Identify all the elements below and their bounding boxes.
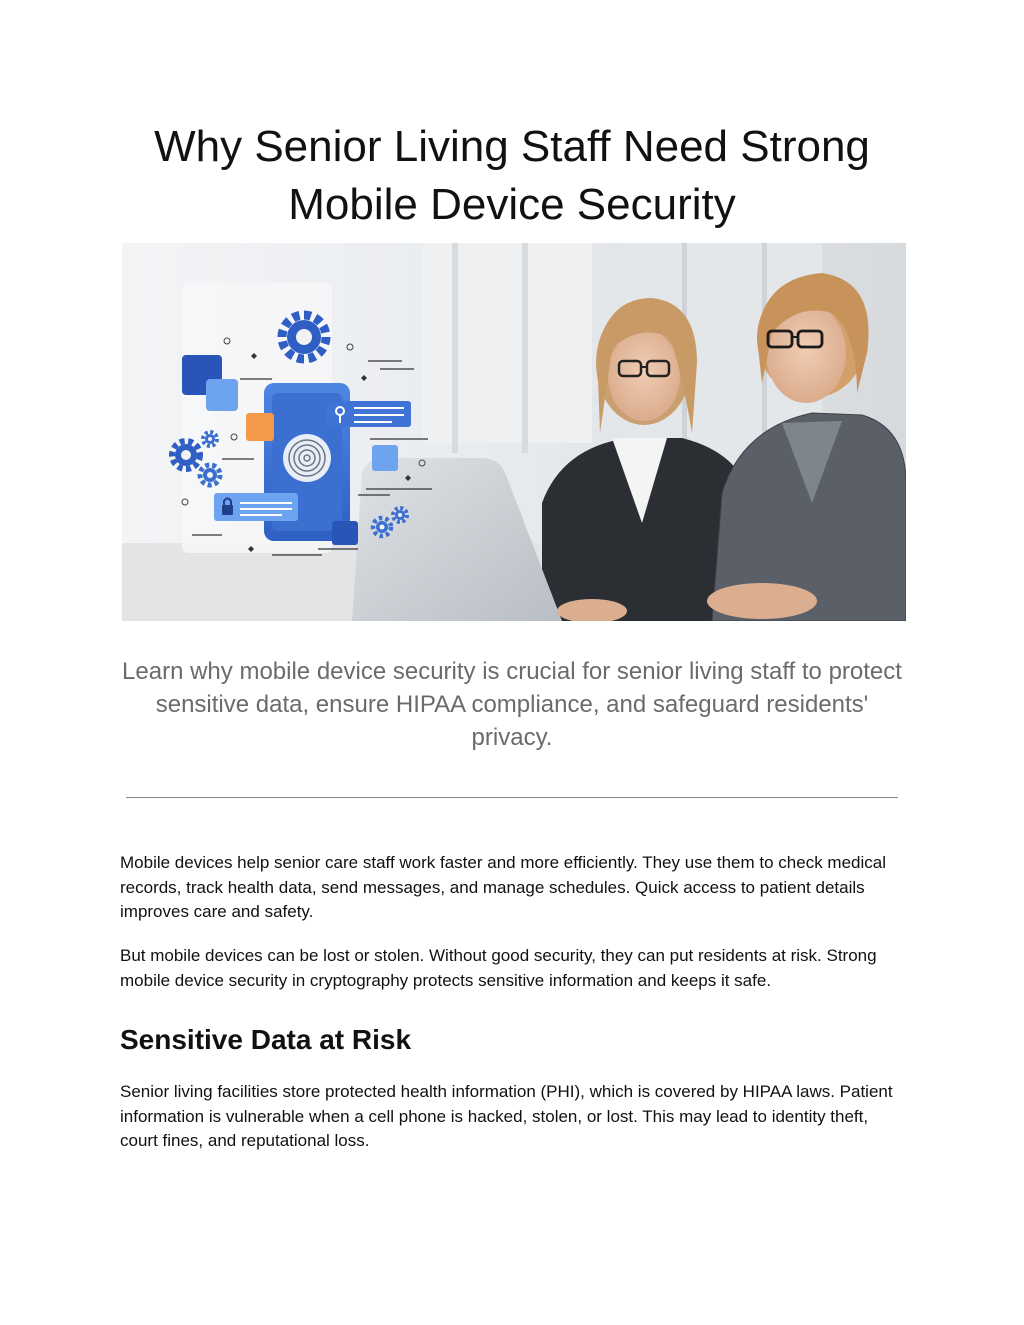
section-paragraph: Senior living facilities store protected health information (PHI), which is covered by HIPAA laws. Patient information is vulnerable when a cell phone is hacked, stolen, or lost. This may lead to identity theft, court fines, and reputational loss. xyxy=(120,1082,893,1150)
key-icon xyxy=(327,401,411,427)
body-paragraph: But mobile devices can be lost or stolen. Without good security, they can put residents at risk. Strong mobile device security in cryptography protects sensitive information and keeps it safe. xyxy=(120,946,877,990)
dark-blue-square-small xyxy=(332,521,358,545)
body-paragraph: Mobile devices help senior care staff work faster and more efficiently. They use them to check medical records, track health data, send messages, and manage schedules. Quick access to patient details improves care and safety. xyxy=(120,853,886,921)
light-blue-square xyxy=(206,379,238,411)
orange-square xyxy=(246,413,274,441)
divider xyxy=(126,797,898,798)
light-blue-square-small xyxy=(372,445,398,471)
hero-image xyxy=(122,243,906,621)
lock-icon xyxy=(214,493,298,521)
article-subtitle: Learn why mobile device security is crucial for senior living staff to protect sensitive data, ensure HIPAA compliance, and safeguard residents' privacy. xyxy=(122,658,902,751)
gear-icon xyxy=(282,315,326,359)
page-title: Why Senior Living Staff Need Strong Mobile Device Security xyxy=(154,122,870,229)
section-heading: Sensitive Data at Risk xyxy=(120,1024,412,1055)
fingerprint-icon xyxy=(283,434,331,482)
